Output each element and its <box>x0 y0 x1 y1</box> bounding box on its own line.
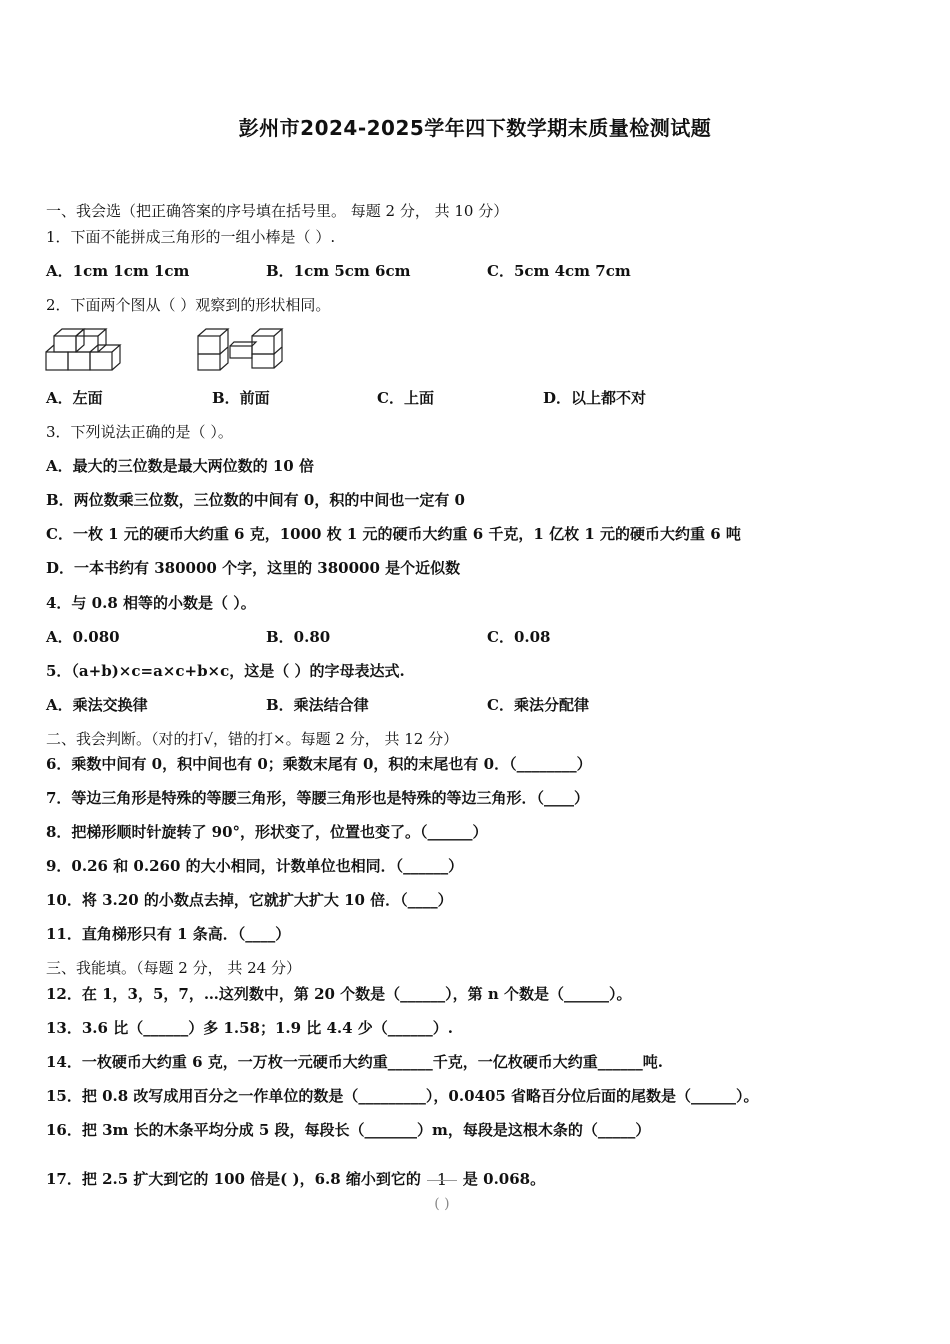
section-heading-1: 一、我会选（把正确答案的序号填在括号里。 每题 2 分， 共 10 分） <box>46 202 509 220</box>
question-5: 5．（a+b)×c=a×c+b×c，这是（ ）的字母表达式. <box>46 662 405 680</box>
q4-option-b: B．0.80 <box>266 628 331 646</box>
question-16: 16．把 3m 长的木条平均分成 5 段，每段长（_______）m，每段是这根木条的（_____） <box>46 1121 651 1139</box>
q4-option-a: A．0.080 <box>46 628 120 646</box>
q1-option-c: C．5cm 4cm 7cm <box>487 262 631 280</box>
q1-option-a: A．1cm 1cm 1cm <box>46 262 190 280</box>
question-2: 2．下面两个图从（ ）观察到的形状相同。 <box>46 296 331 314</box>
q5-option-a: A．乘法交换律 <box>46 696 148 714</box>
question-14: 14．一枚硬币大约重 6 克，一万枚一元硬币大约重______千克，一亿枚硬币大约重______吨. <box>46 1053 663 1071</box>
q2-option-c: C．上面 <box>377 389 434 407</box>
question-3: 3．下列说法正确的是（ ）。 <box>46 423 233 441</box>
q2-option-a: A．左面 <box>46 389 103 407</box>
q17-text-part1: 17．把 2.5 扩大到它的 100 倍是( )，6.8 缩小到它的 <box>46 1170 421 1188</box>
section-heading-2: 二、我会判断。（对的打√，错的打×。每题 2 分， 共 12 分） <box>46 730 459 748</box>
question-13: 13．3.6 比（______）多 1.58；1.9 比 4.4 少（______）. <box>46 1019 454 1037</box>
q5-option-b: B．乘法结合律 <box>266 696 369 714</box>
cube-figure-right <box>196 326 288 372</box>
question-7: 7．等边三角形是特殊的等腰三角形，等腰三角形也是特殊的等边三角形．（____） <box>46 789 589 807</box>
q17-text-part2: 是 0.068。 <box>462 1170 546 1188</box>
question-4: 4．与 0.8 相等的小数是（ ）。 <box>46 594 256 612</box>
q17-fraction <box>423 1158 461 1212</box>
question-12: 12．在 1，3，5，7，…这列数中，第 20 个数是（______），第 n 个数是（______）。 <box>46 985 632 1003</box>
q17-fraction-denominator: ( ) <box>434 1196 450 1212</box>
q3-option-a: A．最大的三位数是最大两位数的 10 倍 <box>46 457 314 475</box>
question-6: 6．乘数中间有 0，积中间也有 0；乘数末尾有 0，积的末尾也有 0．（________） <box>46 755 592 773</box>
q1-option-b: B．1cm 5cm 6cm <box>266 262 411 280</box>
q3-option-b: B．两位数乘三位数，三位数的中间有 0，积的中间也一定有 0 <box>46 491 465 509</box>
q2-option-b: B．前面 <box>212 389 270 407</box>
cube-figure-left <box>44 326 128 372</box>
q17-fraction-numerator: 1 <box>436 1170 448 1189</box>
q3-option-d: D．一本书约有 380000 个字，这里的 380000 是个近似数 <box>46 559 461 577</box>
question-10: 10．将 3.20 的小数点去掉，它就扩大扩大 10 倍．（____） <box>46 891 453 909</box>
question-9: 9．0.26 和 0.260 的大小相同，计数单位也相同．（______） <box>46 857 464 875</box>
question-17 <box>46 1157 546 1212</box>
q5-option-c: C．乘法分配律 <box>487 696 589 714</box>
section-heading-3: 三、我能填。（每题 2 分， 共 24 分） <box>46 959 301 977</box>
question-11: 11．直角梯形只有 1 条高．（____） <box>46 925 291 943</box>
q3-option-c: C．一枚 1 元的硬币大约重 6 克，1000 枚 1 元的硬币大约重 6 千克，1 亿枚 1 元的硬币大约重 6 吨 <box>46 525 741 543</box>
q4-option-c: C．0.08 <box>487 628 551 646</box>
q2-option-d: D．以上都不对 <box>543 389 647 407</box>
question-8: 8．把梯形顺时针旋转了 90°，形状变了，位置也变了。（______） <box>46 823 488 841</box>
question-1: 1．下面不能拼成三角形的一组小棒是（ ）. <box>46 228 336 246</box>
question-15: 15．把 0.8 改写成用百分之一作单位的数是（_________），0.0405 省略百分位后面的尾数是（______）。 <box>46 1087 759 1105</box>
page-title: 彭州市2024-2025学年四下数学期末质量检测试题 <box>238 116 712 140</box>
